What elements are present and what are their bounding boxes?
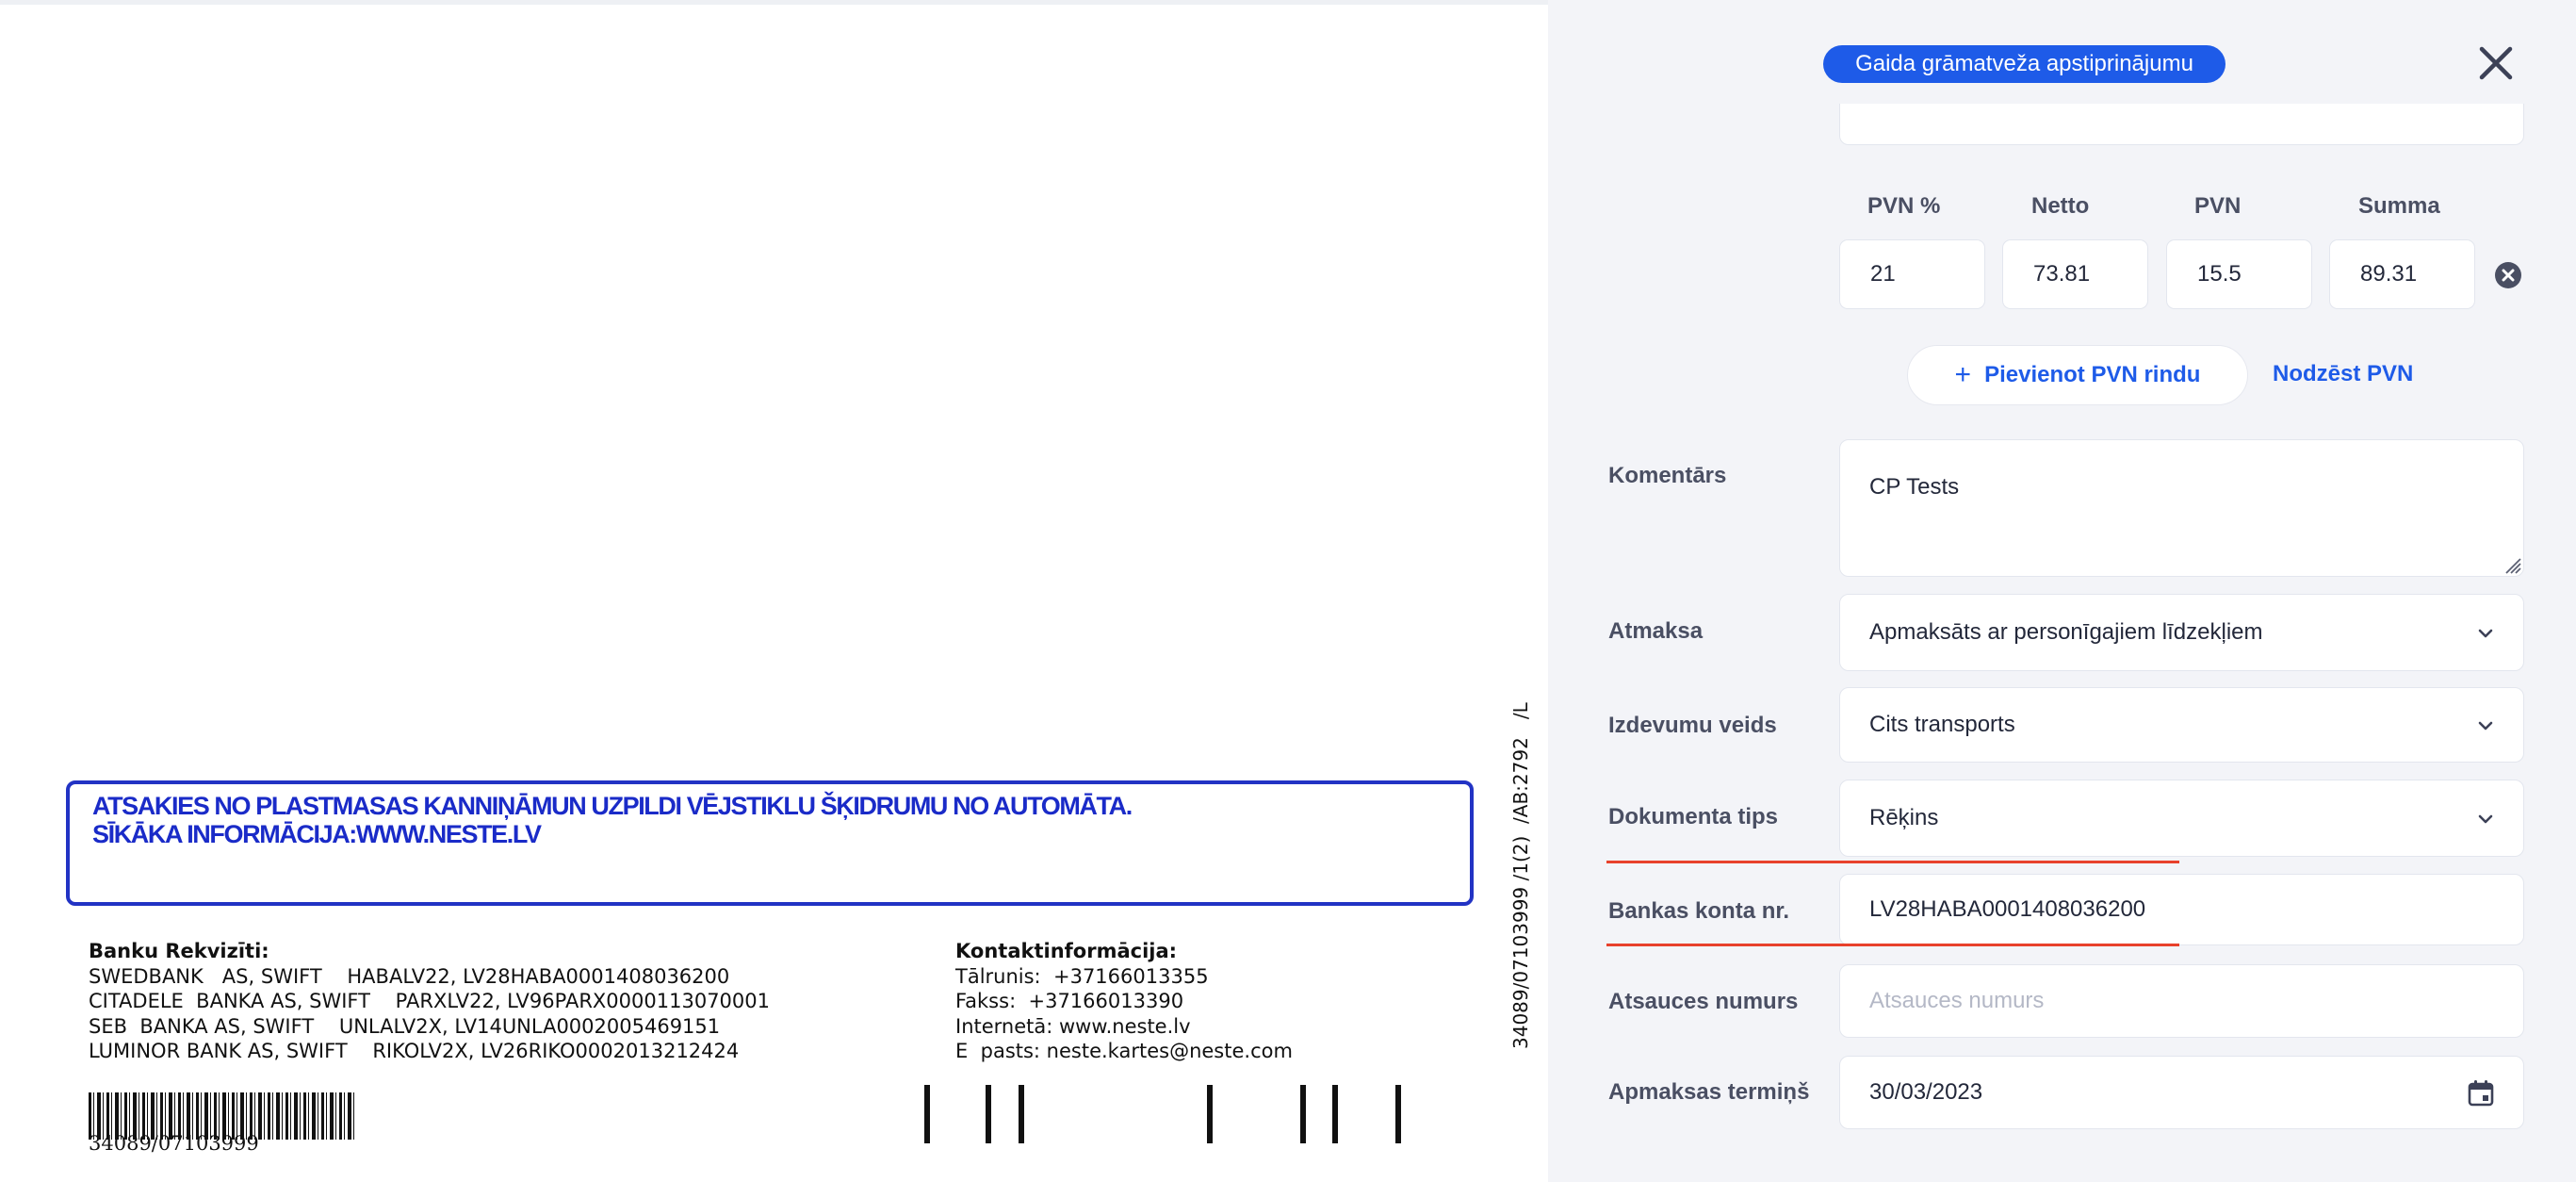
contact-line: E pasts: neste.kartes@neste.com (955, 1040, 1293, 1062)
close-icon (2474, 41, 2518, 85)
expense-type-label: Izdevumu veids (1608, 713, 1777, 738)
resize-grip-icon[interactable] (2503, 555, 2521, 574)
calendar-icon[interactable] (2467, 1079, 2495, 1108)
status-badge: Gaida grāmatveža apstiprinājumu (1823, 45, 2225, 83)
payment-label: Atmaksa (1608, 618, 1704, 644)
document-type-label: Dokumenta tips (1608, 804, 1779, 829)
contact-details (955, 939, 1293, 1064)
contact-details-header: Kontaktinformācija: (955, 940, 1178, 962)
barcode-bar (1207, 1085, 1213, 1143)
vertical-document-code: 34089/07103999 /1(2) /AB:2792 /L (1509, 702, 1532, 1049)
due-date-label: Apmaksas termiņš (1608, 1079, 1810, 1105)
document-type-value: Rēķins (1869, 805, 1939, 830)
barcode-bar (1332, 1085, 1338, 1143)
vat-sum-header: Summa (2358, 193, 2440, 219)
chevron-down-icon (2476, 810, 2495, 829)
comment-value: CP Tests (1869, 474, 1960, 500)
add-vat-row-label: Pievienot PVN rindu (1984, 362, 2201, 387)
plus-icon: + (1954, 359, 1972, 390)
contact-line: Fakss: +37166013390 (955, 990, 1184, 1012)
reference-number-label: Atsauces numurs (1608, 989, 1799, 1014)
chevron-down-icon (2476, 624, 2495, 643)
bank-line: LUMINOR BANK AS, SWIFT RIKOLV2X, LV26RIKO0002013212424 (89, 1040, 740, 1062)
vat-net-input[interactable]: 73.81 (2002, 239, 2148, 309)
reference-number-input[interactable] (1839, 964, 2524, 1038)
bank-account-error-underline (1606, 944, 2179, 946)
bank-line: SWEDBANK AS, SWIFT HABALV22, LV28HABA0001408036200 (89, 964, 730, 988)
payment-value: Apmaksāts ar personīgajiem līdzekļiem (1869, 619, 2263, 645)
barcode-bar (986, 1085, 991, 1143)
bank-line: CITADELE BANKA AS, SWIFT PARXLV22, LV96PARX0000113070001 (89, 990, 771, 1012)
bank-account-label: Bankas konta nr. (1608, 898, 1790, 924)
barcode-bar (1300, 1085, 1306, 1143)
close-button[interactable] (2474, 41, 2518, 85)
bank-details (89, 939, 770, 1064)
vat-amount-header: PVN (2194, 193, 2242, 219)
barcode-bar (924, 1085, 930, 1143)
bank-details-header: Banku Rekvizīti: (89, 940, 269, 962)
vat-net-header: Netto (2031, 193, 2090, 219)
vat-rate-input[interactable]: 21 (1839, 239, 1985, 309)
expense-type-value: Cits transports (1869, 712, 2015, 737)
barcode-number: 34089/07103999 (89, 1132, 259, 1155)
vat-amount-input[interactable]: 15.5 (2166, 239, 2312, 309)
previous-field-edge (1839, 104, 2524, 145)
contact-line: Internetā: www.neste.lv (955, 1014, 1191, 1038)
vat-sum-input[interactable]: 89.31 (2329, 239, 2475, 309)
add-vat-row-button[interactable] (1907, 345, 2248, 405)
due-date-input[interactable] (1839, 1056, 2524, 1129)
notice-line-2: SĪKĀKA INFORMĀCIJA:WWW.NESTE.LV (92, 820, 541, 848)
payment-select[interactable] (1839, 594, 2524, 671)
chevron-down-icon (2476, 716, 2495, 735)
comment-label: Komentārs (1608, 463, 1727, 488)
bank-account-value: LV28HABA0001408036200 (1869, 896, 2146, 922)
remove-vat-row-button[interactable] (2495, 262, 2521, 288)
notice-line-1: ATSAKIES NO PLASTMASAS KANNIŅĀMUN UZPILDI VĒJSTIKLU ŠĶIDRUMU NO AUTOMĀTA. (92, 792, 1132, 820)
barcode-bar (1395, 1085, 1401, 1143)
document-type-select[interactable] (1839, 780, 2524, 857)
x-circle-icon (2495, 262, 2521, 288)
contact-line: Tālrunis: +37166013355 (955, 964, 1209, 988)
document-type-error-underline (1606, 861, 2179, 863)
reference-number-placeholder: Atsauces numurs (1869, 988, 2045, 1013)
comment-textarea[interactable] (1839, 439, 2524, 577)
bank-account-input[interactable] (1839, 874, 2524, 945)
vat-rate-header: PVN % (1867, 193, 1941, 219)
notice-box (66, 780, 1474, 906)
delete-vat-link[interactable]: Nodzēst PVN (2273, 361, 2414, 386)
due-date-value: 30/03/2023 (1869, 1079, 1983, 1105)
bank-line: SEB BANKA AS, SWIFT UNLALV2X, LV14UNLA0002005469151 (89, 1014, 721, 1038)
barcode-bar (1019, 1085, 1024, 1143)
expense-type-select[interactable] (1839, 687, 2524, 763)
